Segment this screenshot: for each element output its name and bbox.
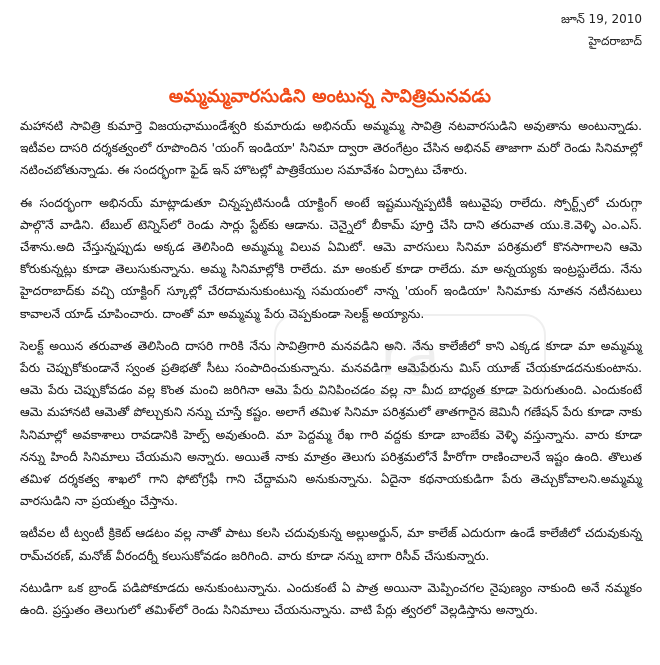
article-paragraph-4: ఇటీవల టీ ట్వంటీ క్రికెట్ ఆడటం వల్ల నాతో పాటు కలసి చదువుకున్న అల్లుఅర్జున్, మా కాలేజ్ ఎదురుగా ఉండే కాలేజీలో చదువుకున్న రామ్‌చరణ్, మనోజ్ వీరందర్నీ కలుసుకోవడం జరిగింది. వారు కూడా నన్ను బాగా రిసీవ్ చేసుకున్నారు. <box>20 526 642 563</box>
svg-text:ra: ra <box>380 321 440 389</box>
article-paragraph-1: మహానటి సావిత్రి కుమార్తె విజయఛాముండేశ్వరి కుమారుడు అభినయ్ అమ్మమ్మ సావిత్రి నటవారసుడిని అవుతాను అంటున్నాడు. ఇటీవల దాసరి దర్శకత్వంలో రూపొందిన 'యంగ్ ఇండియా' సినిమా ద్వారా తెరంగేట్రం చేసిన అభినవ్ తాజాగా మరో రెండు సినిమాల్లో నటించబోతున్నాడు. ఈ సందర్భంగా ఫైడ్ ఇన్ హొటల్లో పాత్రికేయుల సమావేశం ఏర్పాటు చేశారు. <box>20 119 642 178</box>
article-paragraph-2: ఈ సందర్భంగా అభినయ్ మాట్లాడుతూ చిన్నప్పటినుండీ యాక్టింగ్ అంటే ఇష్టమున్నప్పటికీ ఇటువైపు రాలేదు. స్పోర్ట్స్‌లో చురుగ్గా పాల్గొనే వాడిని. టేబుల్ టెన్నిస్‌లో రెండు సార్లు స్టేట్‌కు ఆడాను. చెన్నైలో బీకామ్ పూర్తి చేసి దాని తరువాత యు.కె.వెళ్ళి ఎం.ఎస్. చేశాను.అది చేస్తున్నప్పుడు అక్కడ తెలిసింది అమ్మమ్మ విలువ ఏమిటో. ఆమె వారసులు సినిమా పరిశ్రమలో కొనసాగాలని ఆమె కోరుకున్నట్లు కూడా తెలుసుకున్నాను. అమ్మ సినిమాల్లోకి రాలేదు. మా అంకుల్ కూడా రాలేదు. మా అన్నయ్యకు ఇంట్రస్టులేదు. నేను హైదరాబాద్‌కు వచ్చి యాక్టింగ్ స్కూల్లో చేరదామనుకుంటున్న సమయంలో నాన్న 'యంగ్ ఇండియా' సినిమాకు నూతన నటీనటులు కావాలనే యాడ్ చూపించారు. దాంతో మా అమ్మమ్మ పేరు చెప్పకుండా సెలక్ట్ అయ్యాను. <box>20 195 642 321</box>
article-title: అమ్మమ్మవారసుడిని అంటున్న సావిత్రిమనవడు <box>168 86 492 108</box>
date-text: జూన్ 19, 2010 <box>560 12 642 26</box>
document-meta <box>561 8 642 52</box>
article-body <box>20 115 642 631</box>
place-text: హైదరాబాద్ <box>588 34 642 48</box>
article-paragraph-5: నటుడిగా ఒక బ్రాండ్ పడిపోకూడదు అనుకుంటున్నాను. ఎందుకంటే ఏ పాత్ర అయినా మెప్పించగల నైపుణ్యం నాకుంది అనే నమ్మకం ఉంది. ప్రస్తుతం తెలుగులో తమిళ్‌లో రెండు సినిమాలు చేయనున్నాను. వాటి పేర్లు త్వరలో వెల్లడిస్తాను అన్నారు. <box>20 580 642 618</box>
article-paragraph-3: సెలక్ట్ అయిన తరువాత తెలిసింది దాసరి గారికి నేను సావిత్రిగారి మనవడిని అని. నేను కాలేజీలో కాని ఎక్కడ కూడా మా అమ్మమ్మ పేరు చెప్పుకోకుండానే స్వంత ప్రతిభతో సీటు సంపాదించుకున్నాను. మనవడిగా ఆమెపేరును మిస్ యూజ్ చేయకూడదనుకుంటాను. ఆమె పేరు చెప్పుకోవడం వల్ల కొంత మంచి జరిగినా ఆమె పేరు వినిపించడం వల్ల నా మీద బాధ్యత కూడా పెరుగుతుంది. ఎందుకంటే ఆమె మహానటి ఆమెతో పోల్చుకుని నన్ను చూస్తే కష్టం. అలాగే తమిళ సినిమా పరిశ్రమలో తాతగారైన జెమినీ గణేషన్ పేరు కూడా నాకు సినిమాల్లో అవకాశాలు రావడానికి హెల్ప్ అవుతుంది. మా పెద్దమ్మ రేఖ గారి వద్దకు కూడా బాంబేకు వెళ్ళి వస్తున్నాను. వారు కూడా నన్ను హిందీ సినిమాలు చేయమని అన్నారు. అయితే నాకు మాత్రం తెలుగు పరిశ్రమలోనే హీరోగా రాణించాలనే ఇష్టం ఉంది. తొలుత తమిళ దర్శకత్వ శాఖలో గాని ఫోటోగ్రఫీ గాని చేద్దామని అనుకున్నాను. ఏదైనా కథనాయకుడిగా పేరు తెచ్చుకోవాలని.అమ్మమ్మ వారసుడిని నా ప్రయత్నం చేస్తాను. <box>20 338 642 509</box>
